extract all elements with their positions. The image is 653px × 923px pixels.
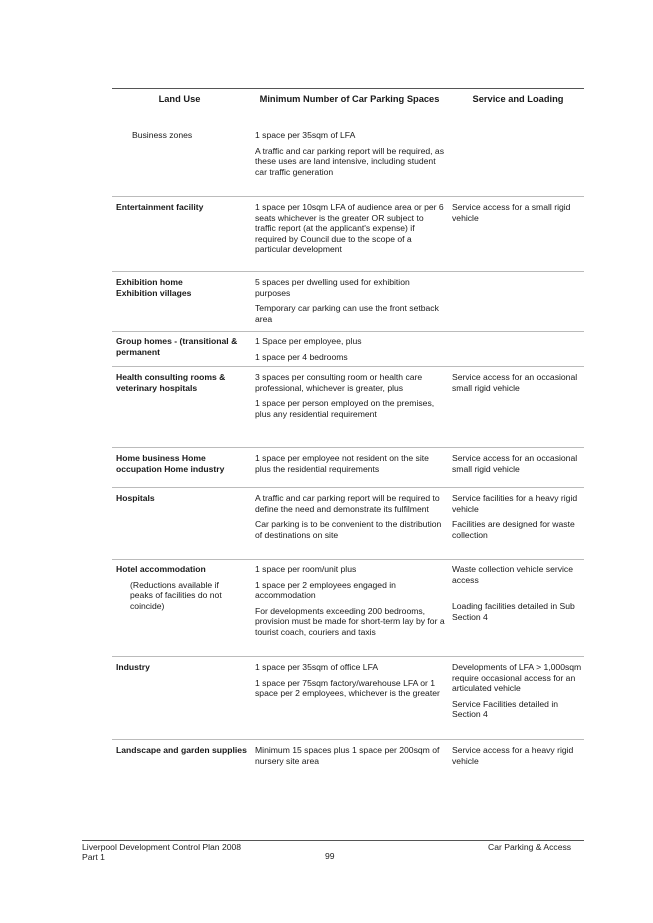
parking-requirement: Car parking is to be convenient to the distribution of destinations on site bbox=[255, 519, 442, 540]
parking-requirement: 1 space per room/unit plus bbox=[255, 564, 357, 574]
parking-requirement: 1 space per employee not resident on the site plus the residential requirements bbox=[255, 453, 429, 474]
row-divider bbox=[112, 331, 584, 332]
row-divider bbox=[112, 196, 584, 197]
parking-requirement: 5 spaces per dwelling used for exhibition purposes bbox=[255, 277, 410, 298]
header-min-parking: Minimum Number of Car Parking Spaces bbox=[259, 94, 440, 104]
parking-requirement: Minimum 15 spaces plus 1 space per 200sqm of nursery site area bbox=[255, 745, 440, 766]
header-service-loading: Service and Loading bbox=[472, 94, 564, 104]
land-use-label: Group homes - (transitional & permanent bbox=[116, 336, 238, 357]
land-use-label: Home business Home occupation Home industry bbox=[116, 453, 225, 474]
parking-requirement: 1 space per 2 employees engaged in accommodation bbox=[255, 579, 396, 601]
parking-requirement: Temporary car parking can use the front setback area bbox=[255, 303, 439, 324]
row-divider bbox=[112, 656, 584, 657]
page-number: 99 bbox=[325, 851, 335, 861]
land-use-label: Hotel accommodation bbox=[116, 564, 206, 574]
row-divider bbox=[112, 559, 584, 560]
row-divider bbox=[112, 366, 584, 367]
row-divider bbox=[112, 447, 584, 448]
parking-requirement: 1 space per 35sqm of LFA bbox=[255, 130, 356, 140]
service-requirement: Waste collection vehicle service access bbox=[452, 564, 573, 585]
parking-requirement: 1 space per 10sqm LFA of audience area or per 6 seats whichever is the greater OR subject to traffic report (at the applicant's expense) if required by Council due to the scope of a particular development bbox=[255, 202, 444, 255]
parking-requirement: A traffic and car parking report will be required to define the need and demonstrate its fulfilment bbox=[255, 493, 440, 514]
parking-requirement: 1 space per 35sqm of office LFA bbox=[255, 662, 379, 672]
land-use-label: Entertainment facility bbox=[116, 202, 204, 212]
land-use-label: Health consulting rooms & veterinary hospitals bbox=[116, 372, 226, 393]
service-requirement: Developments of LFA > 1,000sqm require occasional access for an articulated vehicle bbox=[452, 662, 582, 694]
service-requirement: Service facilities for a heavy rigid vehicle bbox=[452, 493, 578, 514]
service-requirement: Service access for an occasional small rigid vehicle bbox=[452, 372, 578, 393]
land-use-label: Business zones bbox=[132, 130, 193, 140]
header-land-use: Land Use bbox=[158, 94, 201, 104]
parking-requirement: 1 space per 4 bedrooms bbox=[255, 351, 348, 362]
service-requirement: Service access for an occasional small rigid vehicle bbox=[452, 453, 578, 474]
parking-requirement: A traffic and car parking report will be required, as these uses are land intensive, including student car traffic generation bbox=[255, 145, 444, 177]
row-divider bbox=[112, 739, 584, 740]
footer-part: Part 1 bbox=[82, 852, 105, 862]
row-divider bbox=[112, 271, 584, 272]
header-top-rule bbox=[112, 88, 584, 89]
footer-rule bbox=[82, 840, 584, 841]
service-requirement: Service access for a heavy rigid vehicle bbox=[452, 745, 574, 766]
service-requirement: Loading facilities detailed in Sub Section 4 bbox=[452, 601, 575, 622]
footer-doc-title: Liverpool Development Control Plan 2008 bbox=[82, 842, 242, 852]
service-requirement: Facilities are designed for waste collection bbox=[452, 519, 575, 540]
parking-requirement: 1 Space per employee, plus bbox=[255, 336, 362, 346]
parking-requirement: 3 spaces per consulting room or health care professional, whichever is greater, plus bbox=[255, 372, 423, 393]
land-use-label: Hospitals bbox=[116, 493, 155, 503]
land-use-label: Exhibition home bbox=[116, 277, 183, 287]
parking-requirement: 1 space per 75sqm factory/warehouse LFA or 1 space per 2 employees, whichever is the greater bbox=[255, 677, 440, 699]
parking-requirement: For developments exceeding 200 bedrooms, provision must be made for short-term lay by for a tourist coach, couriers and taxis bbox=[255, 605, 445, 637]
land-use-label: Exhibition villages bbox=[116, 287, 192, 298]
land-use-note: (Reductions available if peaks of facilities do not coincide) bbox=[130, 579, 222, 611]
land-use-label: Landscape and garden supplies bbox=[116, 745, 247, 755]
service-requirement: Service access for a small rigid vehicle bbox=[452, 202, 571, 223]
row-divider bbox=[112, 487, 584, 488]
service-requirement: Service Facilities detailed in Section 4 bbox=[452, 698, 559, 720]
land-use-label: Industry bbox=[116, 662, 150, 672]
parking-requirement: 1 space per person employed on the premises, plus any residential requirement bbox=[255, 398, 435, 419]
footer-section-title: Car Parking & Access bbox=[488, 842, 572, 852]
